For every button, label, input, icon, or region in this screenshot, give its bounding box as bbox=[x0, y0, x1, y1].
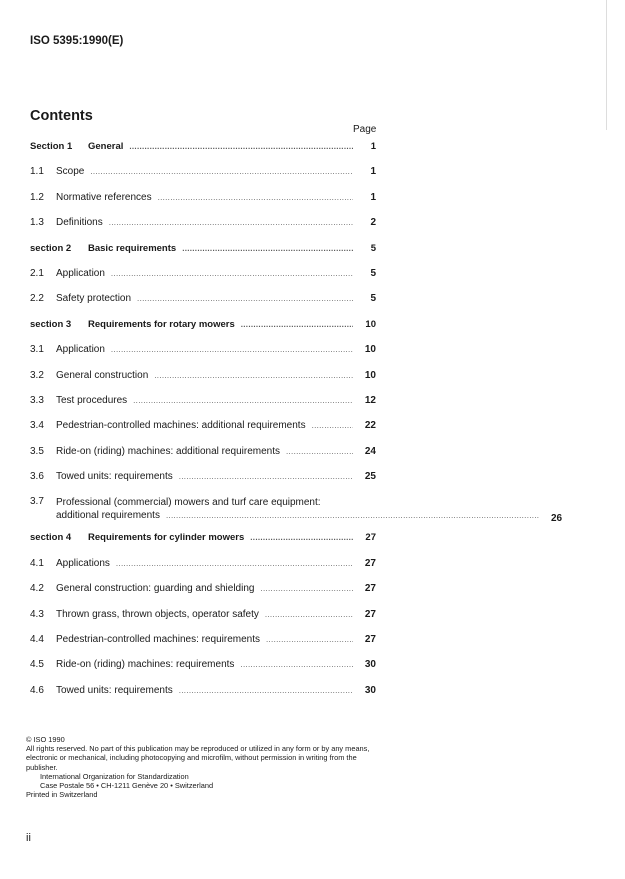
contents-title: Contents bbox=[30, 108, 93, 124]
toc-entry-title: General construction: guarding and shielding bbox=[56, 583, 255, 595]
toc-entry-title: Professional (commercial) mowers and turf care equipment: bbox=[56, 497, 321, 509]
toc-entry bbox=[30, 268, 376, 293]
toc-entry-page: 10 bbox=[364, 344, 376, 356]
toc-entry-number: 3.1 bbox=[30, 344, 44, 356]
leader-dots bbox=[179, 686, 353, 695]
leader-dots bbox=[129, 142, 353, 151]
toc-entry-page: 27 bbox=[364, 557, 376, 569]
publisher-address: Case Postale 56 • CH-1211 Genève 20 • Switzerland bbox=[40, 781, 214, 791]
toc-entry-page: 5 bbox=[370, 267, 376, 279]
toc-entry-title: Test procedures bbox=[56, 394, 128, 406]
toc-entry-number: 2.1 bbox=[30, 267, 44, 279]
toc-entry-number: 4.1 bbox=[30, 557, 44, 569]
toc-entry-number: Section 1 bbox=[30, 141, 73, 152]
toc-entry-page: 30 bbox=[364, 659, 376, 671]
toc-entry-title: Towed units: requirements bbox=[56, 471, 173, 483]
toc-entry-number: 3.5 bbox=[30, 445, 44, 457]
toc-entry-page: 5 bbox=[370, 242, 376, 254]
toc-entry-title: Application bbox=[56, 344, 105, 356]
leader-dots bbox=[90, 167, 353, 176]
toc-entry-page: 25 bbox=[364, 471, 376, 483]
toc-entry-title: Application bbox=[56, 267, 105, 279]
toc-entry-page: 1 bbox=[370, 191, 376, 203]
leader-dots bbox=[133, 396, 353, 405]
toc-entry-title: Basic requirements bbox=[88, 242, 177, 254]
toc-entry bbox=[30, 496, 563, 532]
toc-section-entry bbox=[30, 532, 376, 557]
leader-dots bbox=[179, 472, 353, 481]
toc-entry-page: 27 bbox=[364, 634, 376, 646]
toc-entry-title: Safety protection bbox=[56, 293, 132, 305]
toc-entry-page: 24 bbox=[364, 445, 376, 457]
toc-entry bbox=[30, 166, 376, 191]
toc-entry-title: General bbox=[88, 141, 124, 152]
toc-entry-title: Requirements for cylinder mowers bbox=[88, 532, 245, 544]
toc-entry-page: 22 bbox=[364, 420, 376, 432]
toc-entry-number: 1.2 bbox=[30, 191, 44, 203]
toc-entry bbox=[30, 634, 376, 659]
toc-entry-number: 4.5 bbox=[30, 659, 44, 671]
toc-section-entry bbox=[30, 141, 376, 166]
toc-entry-title: Ride-on (riding) machines: additional requirements bbox=[56, 445, 280, 457]
toc-section-entry bbox=[30, 319, 376, 344]
toc-entry-title: Normative references bbox=[56, 191, 152, 203]
toc-entry-page: 1 bbox=[370, 141, 376, 152]
toc-entry-number: section 2 bbox=[30, 242, 72, 254]
leader-dots bbox=[137, 294, 353, 303]
toc-entry bbox=[30, 583, 376, 608]
leader-dots bbox=[111, 345, 353, 354]
rights-statement: All rights reserved. No part of this publication may be reproduced or utilized in any form or by any means, electronic or mechanical, including photocopying and microfilm, without permission in writing from the publisher. bbox=[26, 744, 370, 772]
toc-entry bbox=[30, 395, 376, 420]
leader-dots bbox=[312, 421, 353, 430]
page-column-label: Page bbox=[353, 124, 377, 135]
toc-entry-title: Thrown grass, thrown objects, operator safety bbox=[56, 608, 259, 620]
toc-entry-title: General construction bbox=[56, 369, 149, 381]
toc-section-entry bbox=[30, 243, 376, 268]
toc-entry-page: 10 bbox=[364, 369, 376, 381]
leader-dots bbox=[154, 371, 353, 380]
toc-entry bbox=[30, 609, 376, 634]
leader-dots bbox=[266, 635, 353, 644]
toc-entry bbox=[30, 370, 376, 395]
toc-entry-page: 12 bbox=[364, 394, 376, 406]
toc-entry bbox=[30, 446, 376, 471]
toc-entry bbox=[30, 293, 376, 318]
toc-entry-page: 30 bbox=[364, 684, 376, 696]
toc-entry bbox=[30, 192, 376, 217]
leader-dots bbox=[265, 610, 353, 619]
toc-entry-number: 3.4 bbox=[30, 420, 44, 432]
toc-entry bbox=[30, 217, 376, 242]
toc-entry-page: 27 bbox=[364, 583, 376, 595]
leader-dots bbox=[116, 559, 353, 568]
toc-entry-number: 3.7 bbox=[30, 496, 44, 508]
toc-entry-title: Pedestrian-controlled machines: requirements bbox=[56, 634, 260, 646]
publisher-name: International Organization for Standardization bbox=[40, 771, 189, 781]
toc-entry-number: 3.6 bbox=[30, 471, 44, 483]
toc-entry bbox=[30, 471, 376, 496]
toc-entry-number: 4.6 bbox=[30, 684, 44, 696]
toc-entry-page: 1 bbox=[370, 166, 376, 178]
leader-dots bbox=[241, 320, 353, 329]
leader-dots bbox=[109, 218, 353, 227]
toc-entry bbox=[30, 558, 376, 583]
toc-entry-number: 4.3 bbox=[30, 608, 44, 620]
toc-entry bbox=[30, 659, 376, 684]
leader-dots bbox=[250, 533, 353, 542]
printed-in: Printed in Switzerland bbox=[26, 790, 98, 800]
toc-entry-title: Applications bbox=[56, 557, 110, 569]
page-number: ii bbox=[26, 832, 31, 844]
leader-dots bbox=[182, 244, 353, 253]
toc-entry-title-cont: additional requirements bbox=[56, 510, 160, 522]
toc-entry bbox=[30, 420, 376, 445]
toc-entry-page: 5 bbox=[370, 293, 376, 305]
toc-entry-page: 27 bbox=[365, 532, 376, 544]
toc-entry bbox=[30, 685, 376, 710]
leader-dots bbox=[111, 269, 353, 278]
toc-entry-number: section 3 bbox=[30, 318, 72, 330]
toc-entry-number: 1.3 bbox=[30, 217, 44, 229]
toc-entry-title: Pedestrian-controlled machines: additional requirements bbox=[56, 420, 306, 432]
toc-entry-number: 1.1 bbox=[30, 166, 44, 178]
leader-dots bbox=[166, 509, 539, 522]
toc-entry-number: section 4 bbox=[30, 532, 72, 544]
toc-entry-number: 3.3 bbox=[30, 394, 44, 406]
toc-entry-number: 4.2 bbox=[30, 583, 44, 595]
leader-dots bbox=[260, 584, 353, 593]
table-of-contents bbox=[30, 141, 563, 710]
document-id: ISO 5395:1990(E) bbox=[30, 35, 124, 47]
copyright-notice bbox=[26, 735, 376, 799]
toc-entry-title: Scope bbox=[56, 166, 85, 178]
copyright-line: © ISO 1990 bbox=[26, 735, 65, 744]
toc-entry-number: 2.2 bbox=[30, 293, 44, 305]
leader-dots bbox=[240, 660, 353, 669]
toc-entry-page: 2 bbox=[370, 217, 376, 229]
toc-entry-number: 3.2 bbox=[30, 369, 44, 381]
toc-entry bbox=[30, 344, 376, 369]
toc-entry-page: 26 bbox=[551, 513, 563, 525]
scan-edge-mark bbox=[606, 0, 607, 130]
toc-entry-title: Towed units: requirements bbox=[56, 684, 173, 696]
toc-entry-title: Ride-on (riding) machines: requirements bbox=[56, 659, 235, 671]
toc-entry-page: 10 bbox=[365, 318, 376, 330]
toc-entry-title: Definitions bbox=[56, 217, 103, 229]
leader-dots bbox=[286, 447, 353, 456]
toc-entry-number: 4.4 bbox=[30, 634, 44, 646]
toc-entry-page: 27 bbox=[364, 608, 376, 620]
toc-entry-title: Requirements for rotary mowers bbox=[88, 318, 235, 330]
leader-dots bbox=[158, 193, 353, 202]
